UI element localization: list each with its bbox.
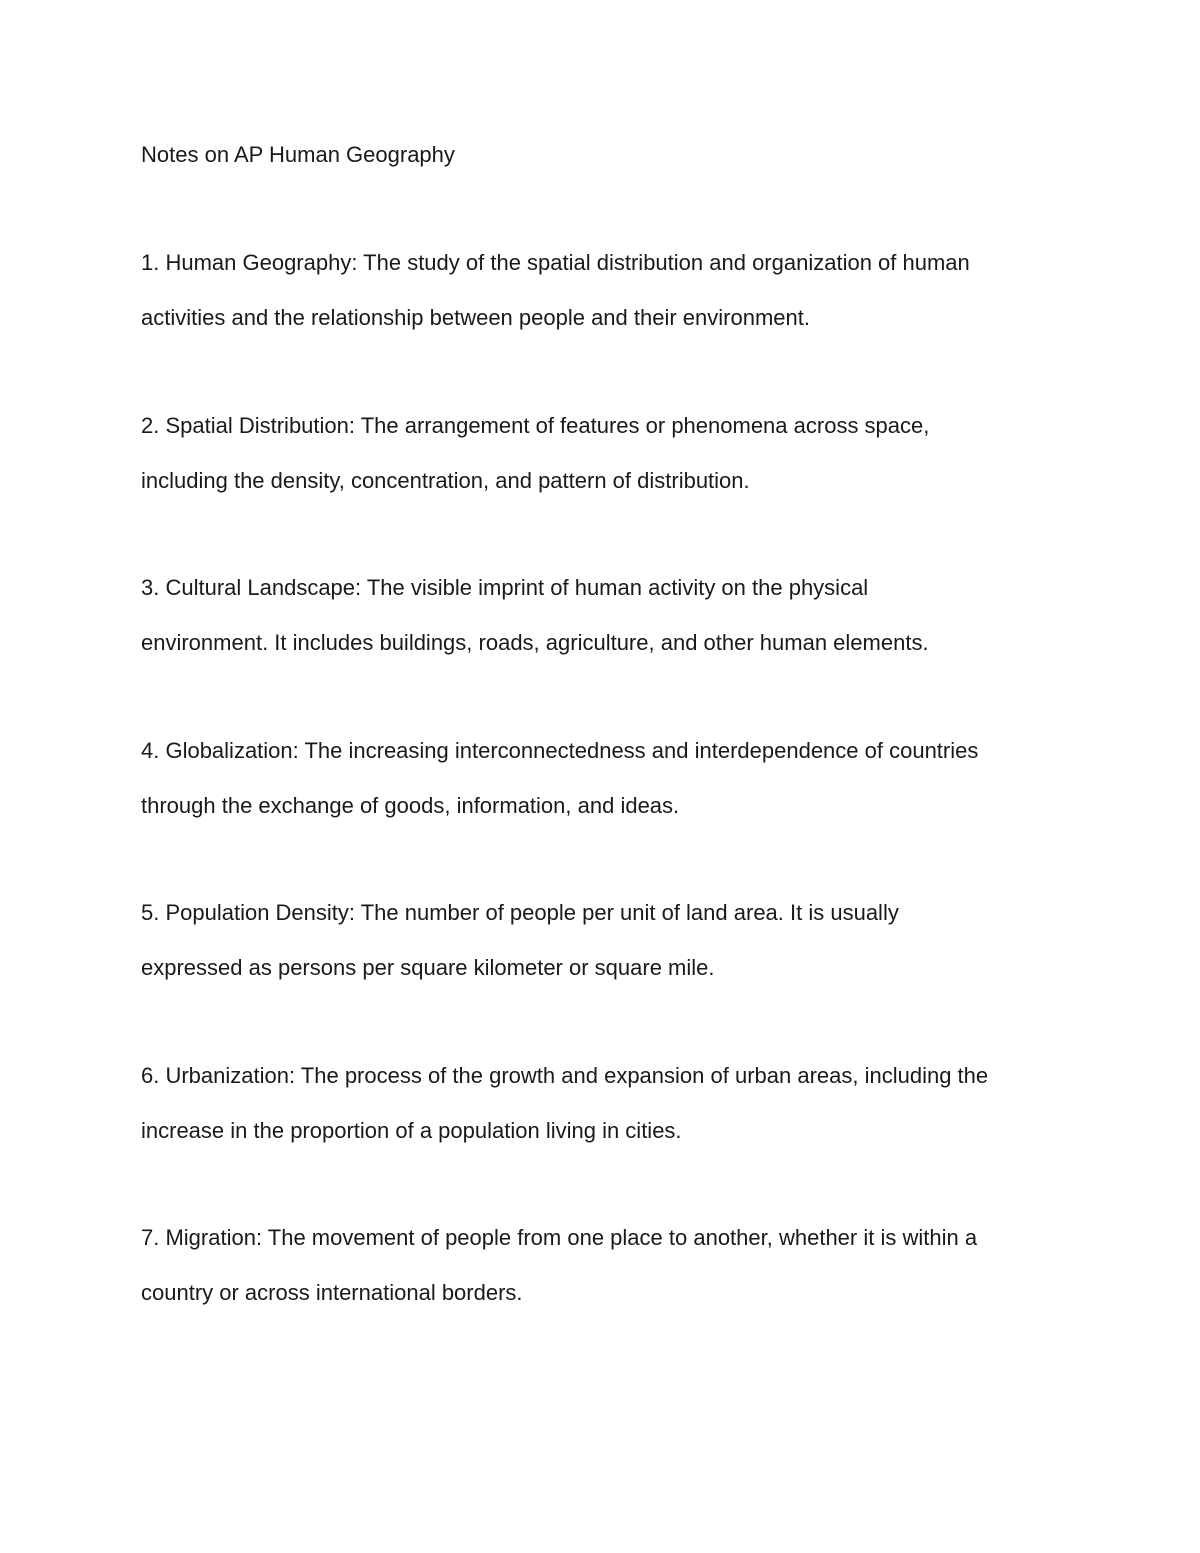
note-line: increase in the proportion of a population living in cities.: [141, 1117, 682, 1143]
note-line: 1. Human Geography: The study of the spatial distribution and organization of human: [141, 250, 970, 275]
note-line: 3. Cultural Landscape: The visible imprint of human activity on the physical: [141, 575, 869, 600]
notes-list: [141, 247, 1071, 1385]
note-line: 6. Urbanization: The process of the growth and expansion of urban areas, including the: [141, 1062, 989, 1088]
note-item-1: [141, 247, 1071, 410]
note-item-2: [141, 410, 1071, 573]
note-line: 7. Migration: The movement of people from one place to another, whether it is within a: [141, 1225, 978, 1250]
note-line: expressed as persons per square kilometer or square mile.: [141, 955, 715, 980]
note-line: 4. Globalization: The increasing interconnectedness and interdependence of countries: [141, 737, 979, 763]
note-item-6: [141, 1060, 1071, 1223]
note-line: environment. It includes buildings, roads, agriculture, and other human elements.: [141, 630, 929, 655]
document-title: Notes on AP Human Geography: [141, 142, 455, 167]
note-item-7: [141, 1222, 1071, 1385]
note-item-5: [141, 897, 1071, 1060]
note-line: 5. Population Density: The number of people per unit of land area. It is usually: [141, 900, 899, 925]
note-item-4: [141, 735, 1071, 898]
note-item-3: [141, 572, 1071, 735]
note-line: country or across international borders.: [141, 1280, 523, 1305]
note-line: activities and the relationship between people and their environment.: [141, 305, 810, 330]
note-line: through the exchange of goods, information, and ideas.: [141, 792, 680, 818]
note-line: including the density, concentration, and pattern of distribution.: [141, 467, 750, 493]
note-line: 2. Spatial Distribution: The arrangement of features or phenomena across space,: [141, 412, 930, 438]
